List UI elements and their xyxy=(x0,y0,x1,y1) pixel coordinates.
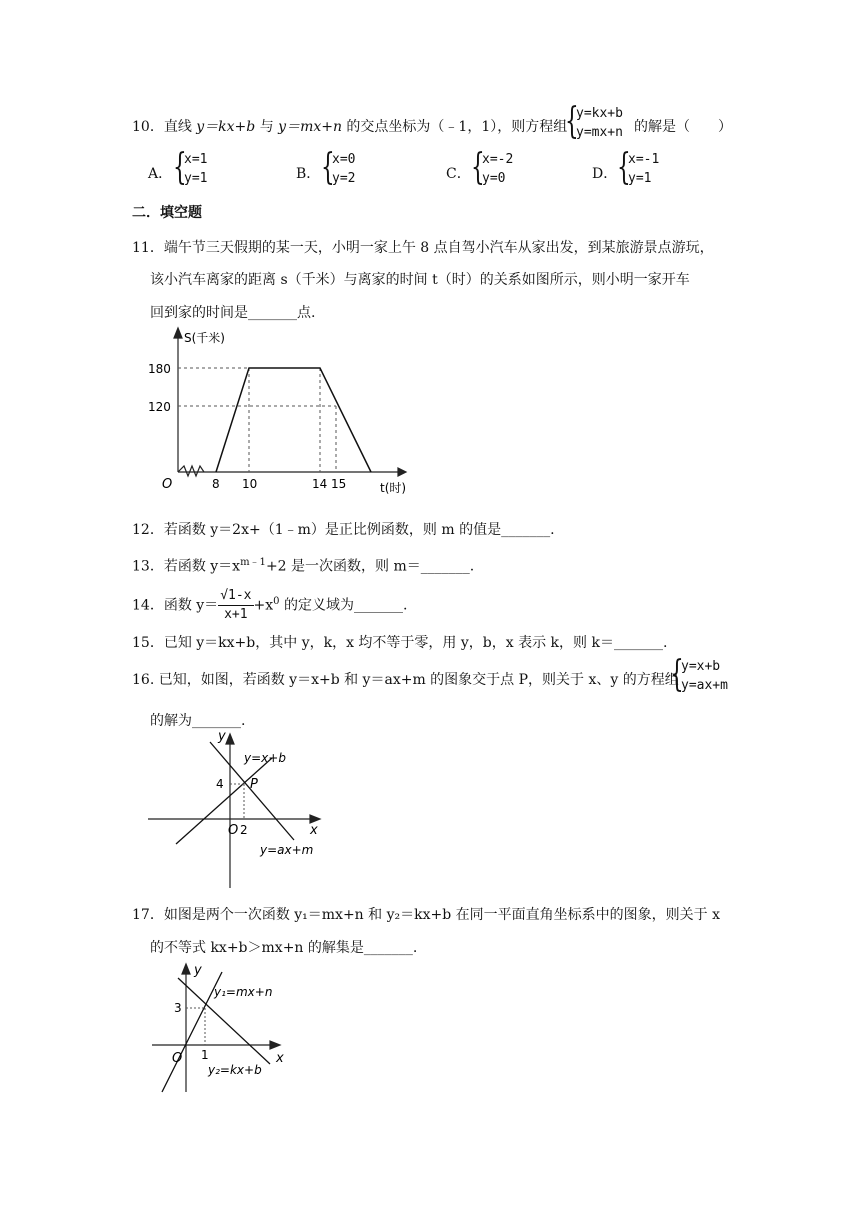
x-tick-2: 2 xyxy=(240,823,248,837)
origin-label: O xyxy=(228,823,239,838)
q17-line1: 17．如图是两个一次函数 y₁＝mx+n 和 y₂＝kx+b 在同一平面直角坐标系中的图象，则关于 x xyxy=(132,907,720,923)
y-tick-3: 3 xyxy=(174,1001,182,1015)
y-tick-180: 180 xyxy=(148,362,171,376)
line2-label: y₂=kx+b xyxy=(208,1063,262,1077)
y-axis-arrow xyxy=(174,328,182,338)
point-p-label: P xyxy=(250,777,258,792)
line1-label: y₁=mx+n xyxy=(214,985,273,999)
y-axis-arrow xyxy=(226,734,234,744)
q10-stem: 10．直线 y＝kx+b 与 y＝mx+n 的交点坐标为（﹣1，1），则方程组 xyxy=(132,119,568,135)
q10-option-b: { x=0 y=2 xyxy=(321,147,356,188)
q16-line1: 16. 已知，如图，若函数 y＝x+b 和 y＝ax+m 的图象交于点 P，则关于 x、y 的方程组 xyxy=(132,672,679,688)
line1-label: y=x+b xyxy=(244,751,286,765)
x-tick-14: 14 xyxy=(312,477,328,491)
x-axis-label: x xyxy=(276,1051,284,1066)
axis-break-zigzag xyxy=(178,466,204,476)
y-axis-arrow xyxy=(182,964,190,974)
q10-option-a-label: A． xyxy=(148,166,173,182)
q16-equation-system: { y=x+b y=ax+m xyxy=(670,654,728,695)
q10-option-a: { x=1 y=1 xyxy=(173,147,208,188)
y-tick-120: 120 xyxy=(148,400,171,414)
x-tick-8: 8 xyxy=(212,477,220,491)
x-axis-arrow xyxy=(270,1041,280,1049)
line2-label: y=ax+m xyxy=(260,843,314,857)
q15: 15．已知 y＝kx+b，其中 y，k，x 均不等于零，用 y，b，x 表示 k，则 k＝_______. xyxy=(132,635,668,651)
q11-line1: 11．端午节三天假期的某一天，小明一家上午 8 点自驾小汽车从家出发，到某旅游景点游玩， xyxy=(132,240,714,256)
q10-option-d: { x=-1 y=1 xyxy=(617,147,660,188)
trip-graph-line xyxy=(216,368,371,472)
y-axis-label: y xyxy=(194,963,202,978)
x-axis-arrow xyxy=(310,815,320,823)
y-tick-4: 4 xyxy=(216,777,224,791)
x-axis-label: t(时) xyxy=(380,481,407,495)
x-tick-1: 1 xyxy=(201,1048,209,1062)
y-axis-label: S(千米) xyxy=(184,331,225,345)
q17-line2: 的不等式 kx+b＞mx+n 的解集是_______. xyxy=(150,940,418,956)
q11-line3: 回到家的时间是_______点. xyxy=(150,305,316,321)
q10-equation-system: { y=kx+b y=mx+n xyxy=(565,101,623,142)
q11-distance-time-graph xyxy=(148,322,433,510)
x-tick-15: 15 xyxy=(331,477,347,491)
q16-intersection-graph xyxy=(148,730,333,890)
q10-stem-end: 的解是（ ） xyxy=(634,119,732,135)
q16-line2: 的解为_______. xyxy=(150,713,246,729)
q10-option-c: { x=-2 y=0 xyxy=(471,147,514,188)
x-axis-arrow xyxy=(398,468,406,476)
q10-option-b-label: B． xyxy=(296,166,321,182)
q11-line2: 该小汽车离家的距离 s（千米）与离家的时间 t（时）的关系如图所示，则小明一家开车 xyxy=(150,272,690,288)
x-tick-10: 10 xyxy=(242,477,258,491)
q10-option-d-label: D． xyxy=(592,166,618,182)
q10-option-c-label: C． xyxy=(446,166,471,182)
origin-label: O xyxy=(172,1051,183,1066)
q17-inequality-graph xyxy=(148,958,293,1096)
q12: 12．若函数 y＝2x+（1﹣m）是正比例函数，则 m 的值是_______. xyxy=(132,522,555,538)
x-axis-label: x xyxy=(310,823,318,838)
q14: 14．函数 y＝ $\frac{√1-x}{x+1}$ $+x^0$ 的定义域为_______. xyxy=(132,588,408,623)
y-axis-label: y xyxy=(218,730,226,744)
section-heading-fill-blank: 二．填空题 xyxy=(132,205,202,221)
q13: 13．若函数 $y=x^{m﹣1}+2$ 是一次函数，则 m＝_______. xyxy=(132,557,475,575)
origin-label: O xyxy=(162,477,173,492)
line-y-x-plus-b xyxy=(176,758,272,844)
